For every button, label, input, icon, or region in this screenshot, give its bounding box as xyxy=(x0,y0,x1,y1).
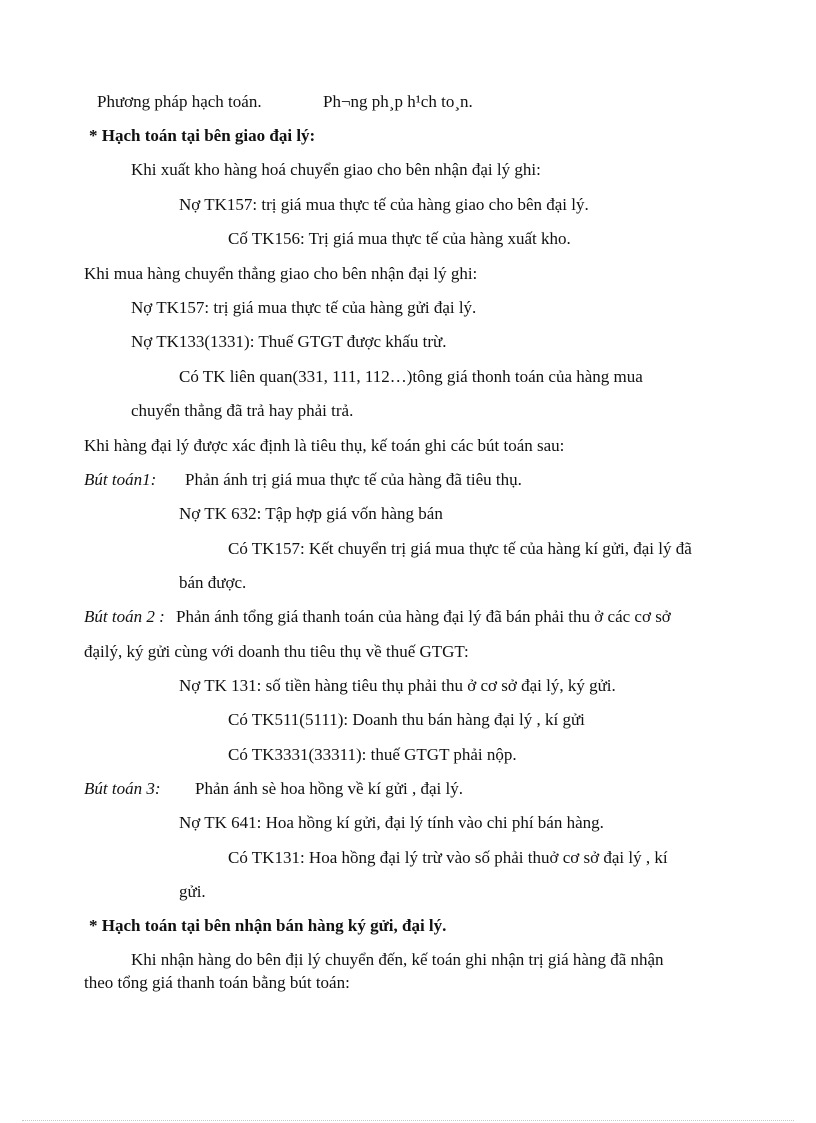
credit-entry: Có TK131: Hoa hồng đại lý trừ vào số phải thuở cơ sở đại lý , kí xyxy=(228,848,668,867)
paragraph-line: Phản ánh sè hoa hồng về kí gửi , đại lý. xyxy=(195,779,463,798)
credit-entry: Có TK liên quan(331, 111, 112…)tông giá thonh toán của hàng mua xyxy=(179,367,643,386)
paragraph-line: Phản ánh tổng giá thanh toán của hàng đại lý đã bán phải thu ở các cơ sở xyxy=(176,607,671,626)
debit-entry: Nợ TK 641: Hoa hồng kí gửi, đại lý tính vào chi phí bán hàng. xyxy=(179,813,604,832)
credit-entry: Có TK3331(33311): thuế GTGT phải nộp. xyxy=(228,745,517,764)
paragraph-line: Phản ánh trị giá mua thực tế của hàng đã tiêu thụ. xyxy=(185,470,522,489)
entry-label-2: Bút toán 2 : xyxy=(84,607,165,626)
debit-entry: Nợ TK 632: Tập hợp giá vốn hàng bán xyxy=(179,504,443,523)
credit-entry: Có TK511(5111): Doanh thu bán hàng đại lý , kí gửi xyxy=(228,710,585,729)
debit-entry: Nợ TK 131: số tiền hàng tiêu thụ phải thu ở cơ sở đại lý, ký gửi. xyxy=(179,676,616,695)
paragraph-line: Khi xuất kho hàng hoá chuyển giao cho bên nhận đại lý ghi: xyxy=(131,160,541,179)
section-heading: Phương pháp hạch toán. xyxy=(97,92,262,111)
credit-entry: Cố TK156: Trị giá mua thực tế của hàng xuất kho. xyxy=(228,229,571,248)
paragraph-line: Khi mua hàng chuyển thẳng giao cho bên nhận đại lý ghi: xyxy=(84,264,478,283)
debit-entry: Nợ TK157: trị giá mua thực tế của hàng giao cho bên đại lý. xyxy=(179,195,589,214)
subheading-giao-dai-ly: * Hạch toán tại bên giao đại lý: xyxy=(89,126,316,145)
entry-label-1: Bút toán1: xyxy=(84,470,157,489)
debit-entry: Nợ TK157: trị giá mua thực tế của hàng gửi đại lý. xyxy=(131,298,477,317)
page-bottom-divider xyxy=(22,1120,794,1121)
paragraph-line: đạilý, ký gửi cùng với doanh thu tiêu thụ về thuế GTGT: xyxy=(84,642,469,661)
paragraph-line: Khi nhận hàng do bên địi lý chuyển đến, kế toán ghi nhận trị giá hàng đã nhận xyxy=(131,950,664,969)
subheading-nhan-dai-ly: * Hạch toán tại bên nhận bán hàng ký gửi, đại lý. xyxy=(89,916,447,935)
paragraph-line: gửi. xyxy=(179,882,206,901)
credit-entry: Có TK157: Kết chuyển trị giá mua thực tế của hàng kí gửi, đại lý đã xyxy=(228,539,692,558)
paragraph-line: Khi hàng đại lý được xác định là tiêu thụ, kế toán ghi các bút toán sau: xyxy=(84,436,565,455)
entry-label-3: Bút toán 3: xyxy=(84,779,161,798)
paragraph-line: bán được. xyxy=(179,573,247,592)
debit-entry: Nợ TK133(1331): Thuế GTGT được khấu trừ. xyxy=(131,332,447,351)
section-heading-garbled: Ph¬ng ph¸p h¹ch to¸n. xyxy=(323,92,473,111)
paragraph-line: chuyển thẳng đã trả hay phải trả. xyxy=(131,401,354,420)
paragraph-line: theo tổng giá thanh toán bằng bút toán: xyxy=(84,973,350,992)
